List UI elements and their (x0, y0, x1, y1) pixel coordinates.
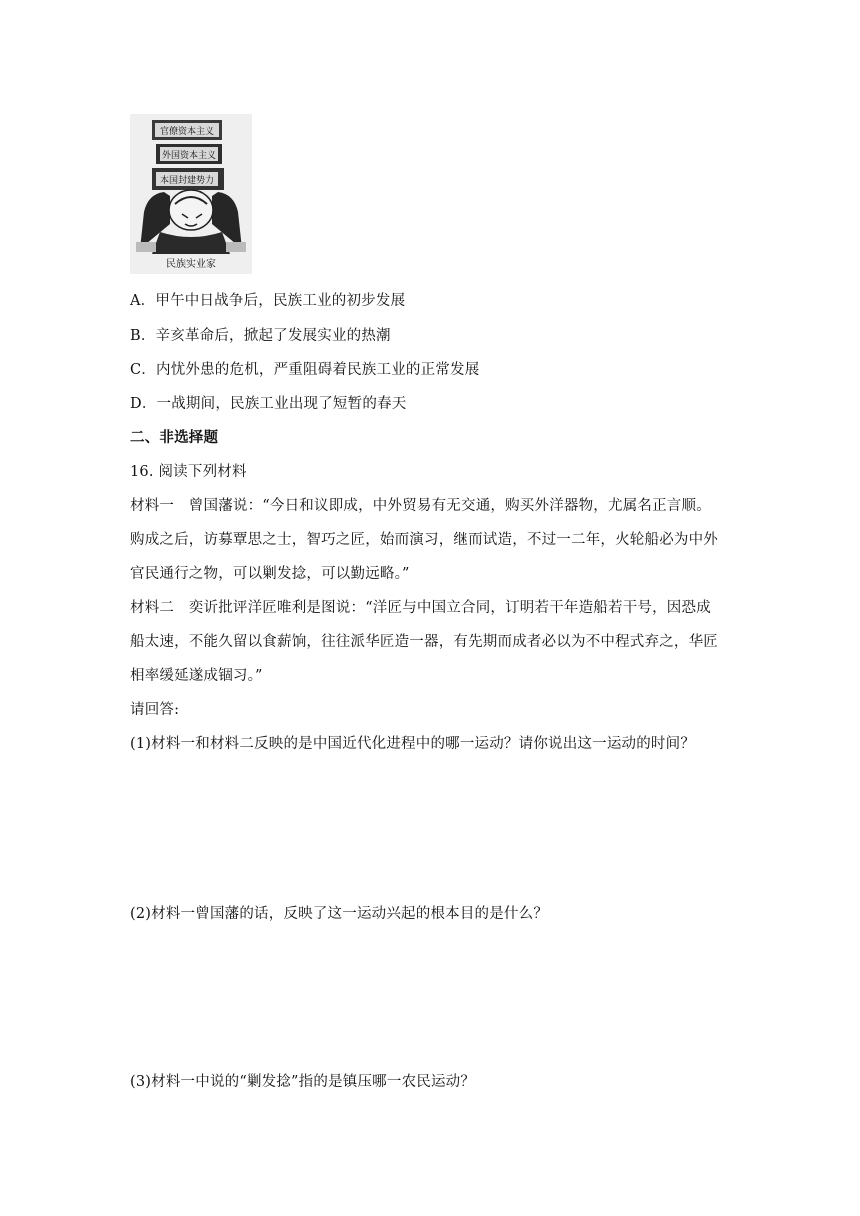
option-d: D．一战期间，民族工业出现了短暂的春天 (130, 396, 407, 412)
book-label-2: 外国资本主义 (161, 151, 217, 161)
sub-question-3: (3)材料一中说的“剿发捻”指的是镇压哪一农民运动？ (130, 1074, 476, 1090)
option-b: B．辛亥革命后，掀起了发展实业的热潮 (130, 328, 391, 344)
book-label-1: 官僚资本主义 (159, 127, 215, 137)
book-label-3: 本国封建势力 (159, 176, 215, 186)
sub-question-1: (1)材料一和材料二反映的是中国近代化进程中的哪一运动？请你说出这一运动的时间？ (130, 736, 696, 752)
option-c: C．内忧外患的危机，严重阻碍着民族工业的正常发展 (130, 362, 480, 378)
question-stem: 16. 阅读下列材料 (130, 464, 247, 480)
figure-caption: 民族实业家 (166, 259, 216, 270)
material2-line3: 相率缓延遂成锢习。” (130, 668, 263, 684)
material2-line1: 材料二 奕䜣批评洋匠唯利是图说：“洋匠与中国立合同，订明若干年造船若干号，因恐成 (130, 600, 711, 616)
answer-prompt: 请回答: (130, 702, 180, 718)
cartoon-figure (130, 114, 252, 274)
option-a: A．甲午中日战争后，民族工业的初步发展 (130, 293, 406, 309)
section-title: 二、非选择题 (130, 430, 219, 446)
material1-line1: 材料一 曾国藩说：“今日和议即成，中外贸易有无交通，购买外洋器物，尤属名正言顺。 (130, 498, 711, 514)
material1-line2: 购成之后，访募覃思之士，智巧之匠，始而演习，继而试造，不过一二年，火轮船必为中外 (130, 532, 718, 548)
cartoon-illustration (130, 114, 252, 274)
material1-line3: 官民通行之物，可以剿发捻，可以勤远略。” (130, 566, 410, 582)
sub-question-2: (2)材料一曾国藩的话，反映了这一运动兴起的根本目的是什么？ (130, 906, 549, 922)
material2-line2: 船太速，不能久留以食薪饷，往往派华匠造一器，有先期而成者必以为不中程式弃之，华匠 (130, 634, 718, 650)
